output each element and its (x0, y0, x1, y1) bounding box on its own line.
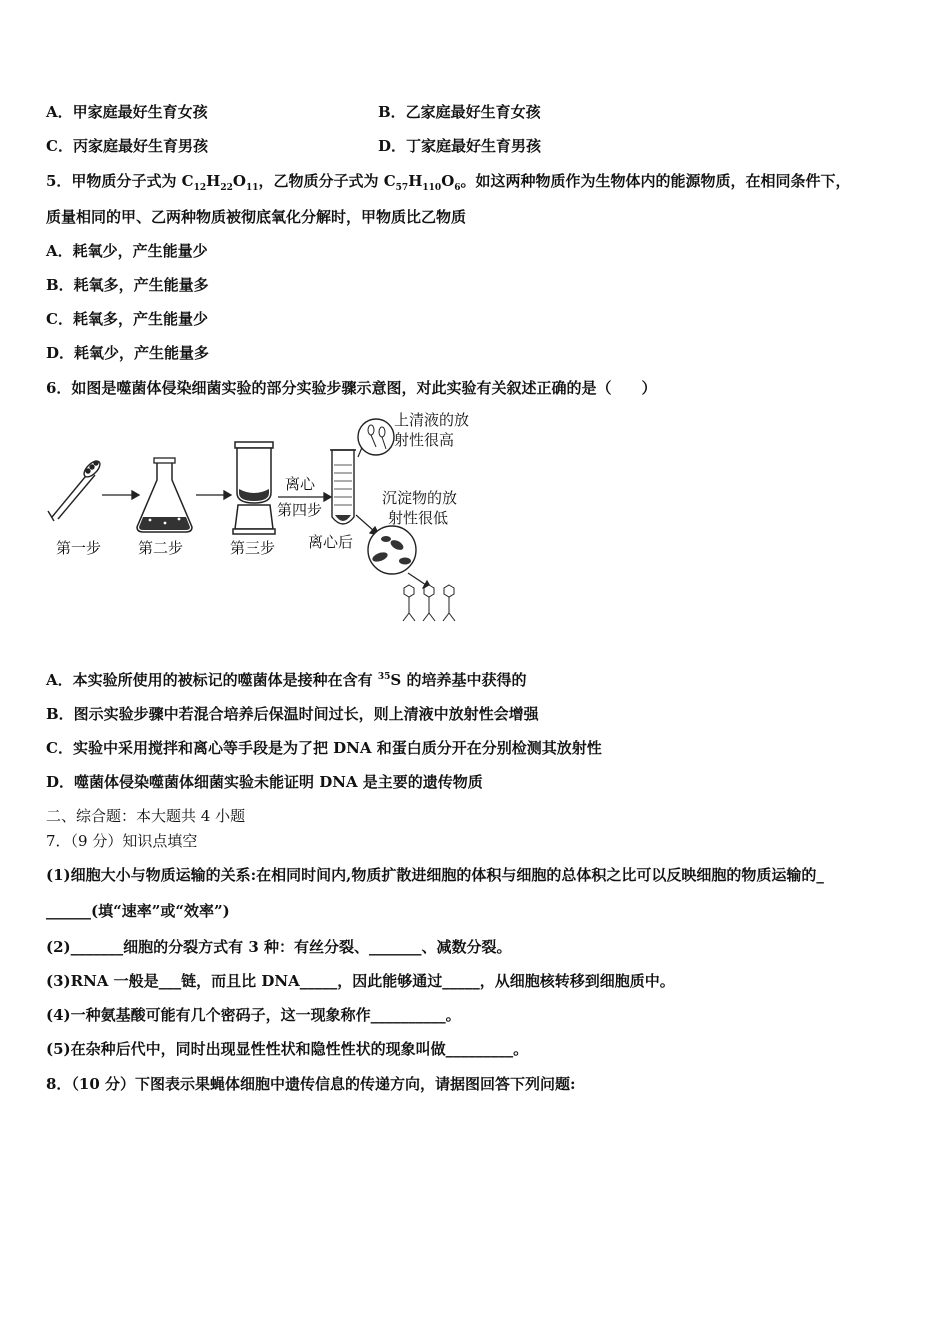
q7-part5: (5)在杂种后代中，同时出现显性性状和隐性性状的现象叫做_________。 (46, 1040, 529, 1058)
q6-option-d: D．噬菌体侵染噬菌体细菌实验未能证明 DNA 是主要的遗传物质 (46, 773, 483, 791)
q6-option-c: C．实验中采用搅拌和离心等手段是为了把 DNA 和蛋白质分开在分别检测其放射性 (46, 739, 602, 757)
q8-stem: 8．（10 分）下图表示果蝇体细胞中遗传信息的传递方向，请据图回答下列问题: (46, 1075, 576, 1093)
q5-option-d: D．耗氧少，产生能量多 (46, 344, 210, 362)
q4-option-a: A．甲家庭最好生育女孩 (46, 103, 208, 121)
q5-option-c: C．耗氧多，产生能量少 (46, 310, 208, 328)
phage-icon (443, 585, 455, 621)
q7-part3: (3)RNA 一般是___链，而且比 DNA_____，因此能够通过_____，从细胞核转移到细胞质中。 (46, 972, 675, 990)
q4-option-d: D．丁家庭最好生育男孩 (378, 137, 542, 155)
q7-title: 7．（9 分）知识点填空 (46, 832, 198, 850)
supernatant-label-2: 射性很高 (394, 431, 455, 449)
blender-icon (233, 442, 275, 534)
q7-part2: (2)_______细胞的分裂方式有 3 种：有丝分裂、_______、减数分裂。 (46, 938, 512, 956)
supernatant-phage-icon (358, 419, 394, 455)
phage-experiment-figure (40, 405, 480, 630)
section-heading: 二、综合题：本大题共 4 小题 (46, 807, 246, 825)
q7-part4: (4)一种氨基酸可能有几个密码子，这一现象称作__________。 (46, 1006, 461, 1024)
q5-option-a: A．耗氧少，产生能量少 (46, 242, 208, 260)
centrifuge-label: 离心 (285, 475, 316, 493)
flask-icon (137, 458, 192, 532)
q4-option-b: B．乙家庭最好生育女孩 (378, 103, 541, 121)
arrow-icon (102, 491, 139, 499)
sediment-label-2: 射性很低 (388, 509, 449, 527)
q4-option-c: C．丙家庭最好生育男孩 (46, 137, 208, 155)
arrow-icon (278, 493, 331, 501)
step2-label: 第二步 (138, 539, 184, 557)
q6-stem: 6．如图是噬菌体侵染细菌实验的部分实验步骤示意图，对此实验有关叙述正确的是（ ） (46, 379, 657, 397)
after-centrifuge-label: 离心后 (308, 533, 354, 551)
step3-label: 第三步 (230, 539, 276, 557)
q5-stem-line1: 5．甲物质分子式为 $C_{12}H_{22}O_{11}$，乙物质分子式为 $C_{57}H_{110}O_6$。如这两种物质作为生物体内的能源物质，在相同条件下， (46, 172, 851, 193)
q5-option-b: B．耗氧多，产生能量多 (46, 276, 209, 294)
q7-part1-line1: (1)细胞大小与物质运输的关系:在相同时间内,物质扩散进细胞的体积与细胞的总体积之比可以反映细胞的物质运输的_ (46, 866, 824, 884)
step1-label: 第一步 (56, 539, 102, 557)
test-tube-icon (330, 450, 356, 524)
supernatant-label-1: 上清液的放 (394, 411, 470, 429)
step4-label: 第四步 (277, 501, 323, 519)
phage-icon (403, 585, 415, 621)
q6-option-a: A．本实验所使用的被标记的噬菌体是接种在含有 $^{35}$S 的培养基中获得的 (46, 671, 527, 689)
sediment-bacteria-icon (368, 526, 416, 574)
phage-icon (423, 585, 435, 621)
q7-part1-line2: ______(填“速率”或“效率”) (46, 902, 230, 920)
sediment-label-1: 沉淀物的放 (382, 489, 458, 507)
arrow-icon (196, 491, 231, 499)
phage-dropper-icon (48, 458, 103, 521)
q5-stem-line2: 质量相同的甲、乙两种物质被彻底氧化分解时，甲物质比乙物质 (46, 208, 467, 226)
q6-option-b: B．图示实验步骤中若混合培养后保温时间过长，则上清液中放射性会增强 (46, 705, 539, 723)
